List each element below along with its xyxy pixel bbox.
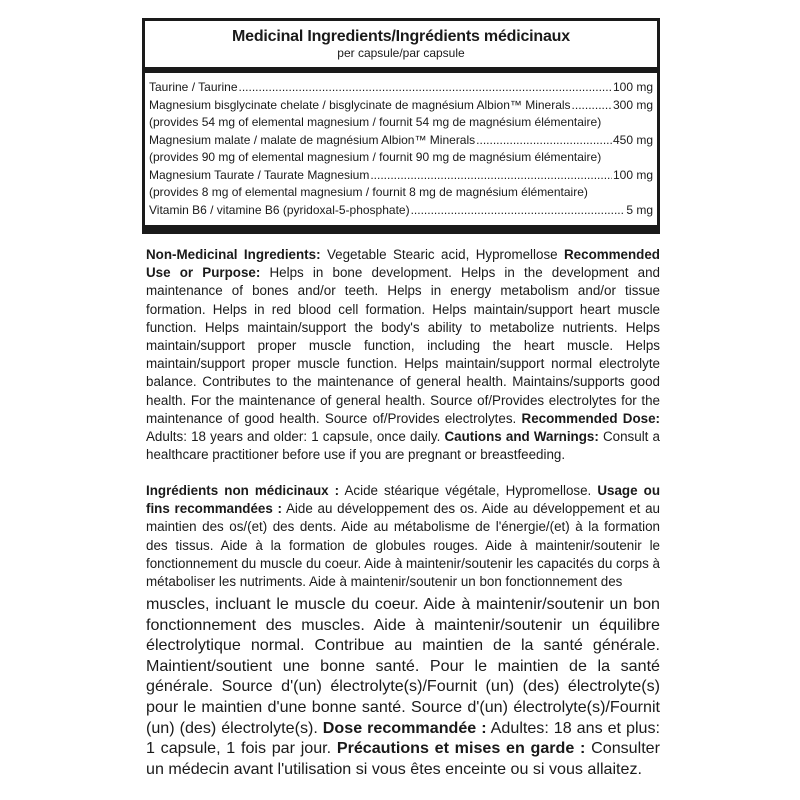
recommended-use-text: Helps in bone development. Helps in the development and maintenance of bones and/or teeth. Helps in energy metabolism and/or tissue formation. Helps in red blood cell formation. Helps maintain/support heart muscle function. Helps maintain/support the body's ability to metabolize nutrients. Helps maintain/support proper muscle function, including the heart muscle. Helps maintain/support proper muscle function. Helps maintain/support normal electrolyte balance. Contributes to the maintenance of general health. Maintains/supports good health. For the maintenance of general health. Source of/Provides electrolytes for the maintenance of good health. Source of/Provides electrolytes. (146, 265, 660, 426)
panel-subtitle: per capsule/par capsule (337, 46, 465, 60)
ingredient-row (149, 80, 653, 98)
recommended-dose-text-fr: Adultes: 18 ans et plus: 1 capsule, 1 fois par jour. (146, 718, 660, 758)
french-label-paragraph-part2 (146, 594, 660, 779)
ingredient-amount: 300 mg (612, 97, 653, 112)
french-label-paragraph-part1 (146, 482, 660, 591)
ingredient-row (149, 98, 653, 116)
cautions-label-fr: Précautions et mises en garde : (336, 739, 586, 758)
leader-dots (239, 80, 612, 94)
non-medicinal-text-fr: Acide stéarique végétale, Hypromellose. (339, 483, 598, 498)
recommended-use-label: Recommended Use or Purpose: (146, 247, 660, 281)
medicinal-ingredients-panel (142, 18, 660, 234)
cautions-text-fr: Consulter un médecin avant l'utilisation si vous êtes enceinte ou si vous allaitez. (146, 739, 660, 778)
ingredient-amount: 100 mg (612, 80, 653, 94)
leader-dots (370, 168, 612, 182)
recommended-use-text-fr-cont: muscles, incluant le muscle du coeur. Aide à maintenir/soutenir un bon fonctionnement des muscles. Aide à maintenir/soutenir un équilibre électrolytique normal. Contribue au maintien de la santé générale. Maintient/soutient une bonne santé. Pour le maintien de la santé générale. Source d'(un) électrolyte(s)/Fournit (un) (des) électrolyte(s) pour le maintien d'une bonne santé. Source d'(un) électrolyte(s)/Fournit (un) (des) électrolyte(s). (146, 595, 660, 737)
ingredient-name: Vitamin B6 / vitamine B6 (pyridoxal-5-phosphate) (149, 202, 410, 217)
ingredient-name: Taurine / Taurine (149, 80, 238, 94)
leader-dots (411, 203, 626, 217)
ingredient-name: Magnesium Taurate / Taurate Magnesium (149, 167, 370, 182)
cautions-label: Cautions and Warnings: (444, 429, 599, 445)
ingredient-note: (provides 90 mg of elemental magnesium / fournit 90 mg de magnésium élémentaire) (149, 150, 602, 164)
ingredient-row (149, 203, 653, 221)
ingredient-amount: 450 mg (612, 132, 653, 147)
english-label-paragraph (146, 246, 660, 464)
recommended-dose-label-fr: Dose recommandée : (322, 718, 487, 737)
ingredient-amount: 5 mg (626, 202, 653, 217)
recommended-use-label-fr: Usage ou fins recommandées : (146, 483, 661, 517)
footer-bar (145, 225, 657, 231)
ingredient-name: Magnesium bisglycinate chelate / bisglycinate de magnésium Albion™ Minerals (149, 97, 571, 112)
panel-title: Medicinal Ingredients/Ingrédients médicinaux (232, 28, 570, 45)
ingredient-name: Magnesium malate / malate de magnésium Albion™ Minerals (149, 132, 476, 147)
ingredient-row (149, 168, 653, 186)
ingredient-note: (provides 8 mg of elemental magnesium / fournit 8 mg de magnésium élémentaire) (149, 185, 588, 199)
non-medicinal-label: Non-Medicinal Ingredients: (146, 247, 321, 262)
ingredient-row (149, 133, 653, 151)
non-medicinal-text: Vegetable Stearic acid, Hypromellose (320, 247, 564, 262)
recommended-use-text-fr: Aide au développement des os. Aide au développement et au maintien des os/(et) des dents. Aide au métabolisme de l'énergie/(et) à la formation des tissus. Aide à la formation de globules rouges. Aide à maintenir/soutenir le fonctionnement du muscle du coeur. Aide à maintenir/soutenir les capacités du corps à métaboliser les nutriments. Aide à maintenir/soutenir un bon fonctionnement des (146, 501, 660, 590)
header-divider (145, 67, 657, 73)
ingredient-note: (provides 54 mg of elemental magnesium / fournit 54 mg de magnésium élémentaire) (149, 115, 602, 129)
recommended-dose-label: Recommended Dose: (521, 410, 660, 426)
non-medicinal-label-fr: Ingrédients non médicinaux : (146, 483, 340, 498)
ingredient-amount: 100 mg (612, 167, 653, 182)
ingredient-list (149, 80, 653, 220)
leader-dots (572, 98, 612, 112)
leader-dots (476, 133, 612, 147)
cautions-text: Consult a healthcare practitioner before use if you are pregnant or breastfeeding. (146, 429, 660, 463)
recommended-dose-text: Adults: 18 years and older: 1 capsule, once daily. (146, 429, 445, 445)
